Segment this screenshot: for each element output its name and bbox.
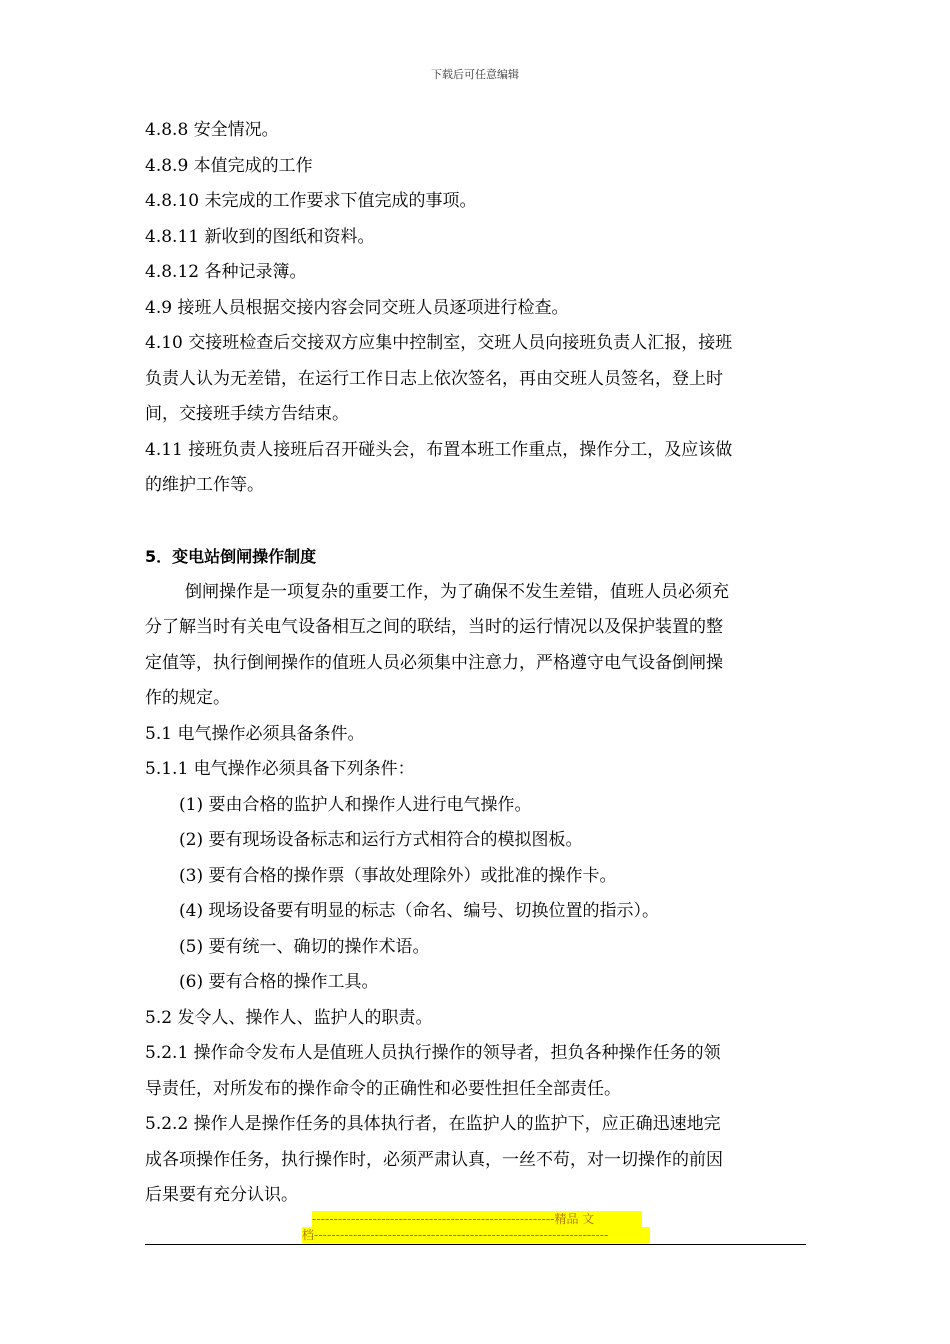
text-line: 后果要有充分认识。 [145,1185,298,1205]
text-line: 5.1.1 电气操作必须具备下列条件： [145,759,415,779]
text-line: 导责任，对所发布的操作命令的正确性和必要性担任全部责任。 [145,1078,621,1099]
text-line: 定值等，执行倒闸操作的值班人员必须集中注意力，严格遵守电气设备倒闸操 [145,652,723,673]
text-line: 4.8.11 新收到的图纸和资料。 [145,226,375,247]
text-line: (4) 现场设备要有明显的标志（命名、编号、切换位置的指示）。 [179,901,659,921]
page-header: 下载后可任意编辑 [431,68,519,81]
footer-rule [145,1244,806,1245]
text-line: 5.2.1 操作命令发布人是值班人员执行操作的领导者，担负各种操作任务的领 [145,1043,721,1063]
footer-line-2: 档-------------------------------------------------------------------- [302,1227,650,1243]
blank-line [145,504,807,540]
text-line: 负责人认为无差错，在运行工作日志上依次签名，再由交班人员签名，登上时 [145,368,723,389]
text-line: (2) 要有现场设备标志和运行方式相符合的模拟图板。 [179,830,583,850]
text-line: (3) 要有合格的操作票（事故处理除外）或批准的操作卡。 [179,865,617,886]
text-line: 4.11 接班负责人接班后召开碰头会，布置本班工作重点，操作分工，及应该做 [145,439,733,460]
document-body [145,113,807,1214]
text-line: 4.8.9 本值完成的工作 [145,155,313,176]
text-line: 作的规定。 [145,688,230,708]
text-line: 4.9 接班人员根据交接内容会同交班人员逐项进行检查。 [145,297,569,318]
text-line: 4.8.12 各种记录簿。 [145,262,307,282]
section-heading: 5．变电站倒闸操作制度 [145,547,317,566]
footer-line-1: --------------------------------------------------------精品 文 [312,1211,642,1227]
text-line: 5.2 发令人、操作人、监护人的职责。 [145,1007,433,1028]
text-line: (6) 要有合格的操作工具。 [179,972,379,992]
text-line: (5) 要有统一、确切的操作术语。 [179,936,430,957]
text-line: (1) 要由合格的监护人和操作人进行电气操作。 [179,794,532,815]
text-line: 的维护工作等。 [145,475,264,495]
text-line: 4.8.8 安全情况。 [145,120,279,140]
text-line: 分了解当时有关电气设备相互之间的联结，当时的运行情况以及保护装置的整 [145,617,723,637]
text-line: 5.2.2 操作人是操作任务的具体执行者，在监护人的监护下，应正确迅速地完 [145,1114,721,1134]
text-line: 成各项操作任务，执行操作时，必须严肃认真，一丝不苟，对一切操作的前因 [145,1149,723,1170]
text-line: 5.1 电气操作必须具备条件。 [145,723,365,744]
footer-watermark [302,1211,650,1243]
text-line: 间，交接班手续方告结束。 [145,404,349,424]
text-line: 4.10 交接班检查后交接双方应集中控制室，交班人员向接班负责人汇报，接班 [145,333,733,353]
text-line: 4.8.10 未完成的工作要求下值完成的事项。 [145,191,477,211]
text-line: 倒闸操作是一项复杂的重要工作，为了确保不发生差错，值班人员必须充 [185,581,729,602]
